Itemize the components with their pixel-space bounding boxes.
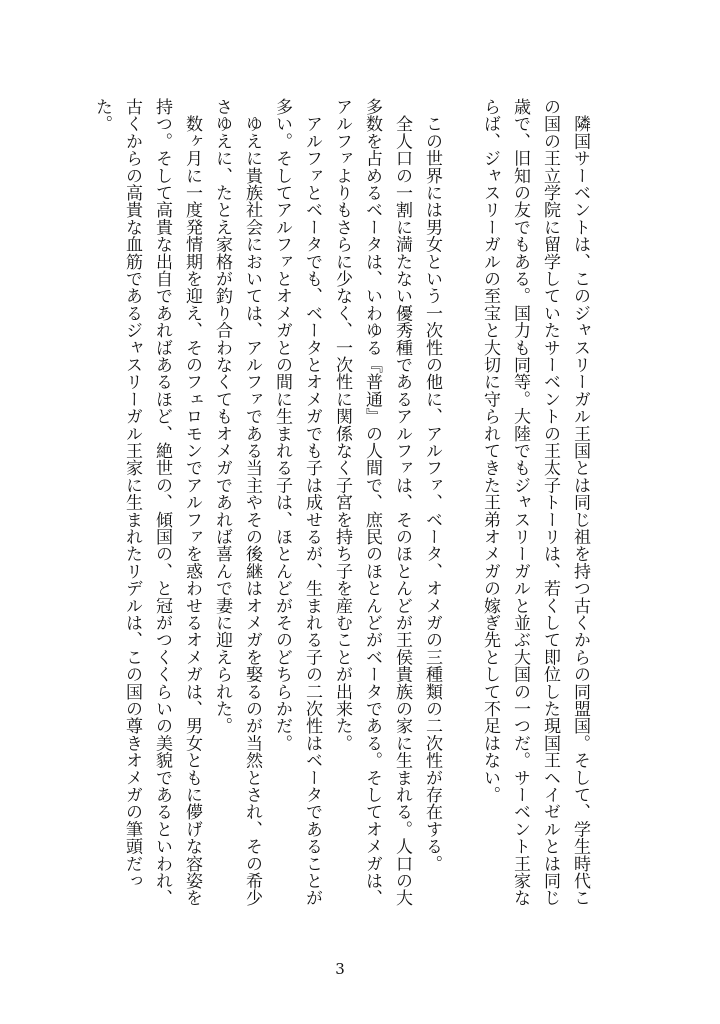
text-line: アルファとベータでも、ベータとオメガでも子は成せるが、生まれる子の二次性はベータであることが	[302, 98, 322, 907]
page-number: 3	[335, 960, 345, 978]
text-line: さゆえに、たとえ家格が釣り合わなくてもオメガであれば喜んで妻に迎えられた。	[212, 98, 232, 735]
text-line: 隣国サーベントは、このジャスリーガル王国とは同じ祖を持つ古くからの同盟国。そして、学生時代こ	[570, 98, 590, 907]
text-line: 歳で、旧知の友でもある。国力も同等。大陸でもジャスリーガルと並ぶ大国の一つだ。サーベント王家な	[510, 98, 530, 907]
text-line: 古くからの高貴な血筋であるジャスリーガル王家に生まれたリデルは、この国の尊きオメガの筆頭だっ	[122, 98, 142, 890]
text-line: この世界には男女という一次性の他に、アルファ、ベータ、オメガの三種類の二次性が存在する。	[422, 98, 442, 872]
text-line: 数ヶ月に一度発情期を迎え、そのフェロモンでアルファを惑わせるオメガは、男女ともに儚げな容姿を	[182, 98, 202, 907]
text-line: アルファよりもさらに少なく、一次性に関係なく子宮を持ち子を産むことが出来た。	[332, 98, 352, 752]
text-line: の国の王立学院に留学していたサーベントの王太子トーリは、若くして即位した現国王ヘイゼルとは同じ	[540, 98, 560, 907]
text-line: 持つ。そして高貴な出自であればあるほど、絶世の、傾国の、と冠がつくくらいの美貌であるといわれ、	[152, 98, 172, 907]
text-line: 全人口の一割に満たない優秀種であるアルファは、そのほとんどが王侯貴族の家に生まれる。人口の大	[392, 98, 412, 907]
vertical-text-body	[85, 98, 595, 907]
text-line: らば、ジャスリーガルの至宝と大切に守られてきた王弟オメガの嫁ぎ先として不足はない。	[480, 98, 500, 804]
text-line: 多い。そしてアルファとオメガとの間に生まれる子は、ほとんどがそのどちらかだ。	[272, 98, 292, 752]
paragraph-gap	[447, 98, 475, 898]
text-line: 多数を占めるベータは、いわゆる『普通』の人間で、庶民のほとんどがベータである。そしてオメガは、	[362, 98, 382, 907]
text-line: ゆえに貴族社会においては、アルファである当主やその後継はオメガを娶るのが当然とされ、その希少	[242, 98, 262, 907]
text-line: た。	[92, 98, 112, 133]
